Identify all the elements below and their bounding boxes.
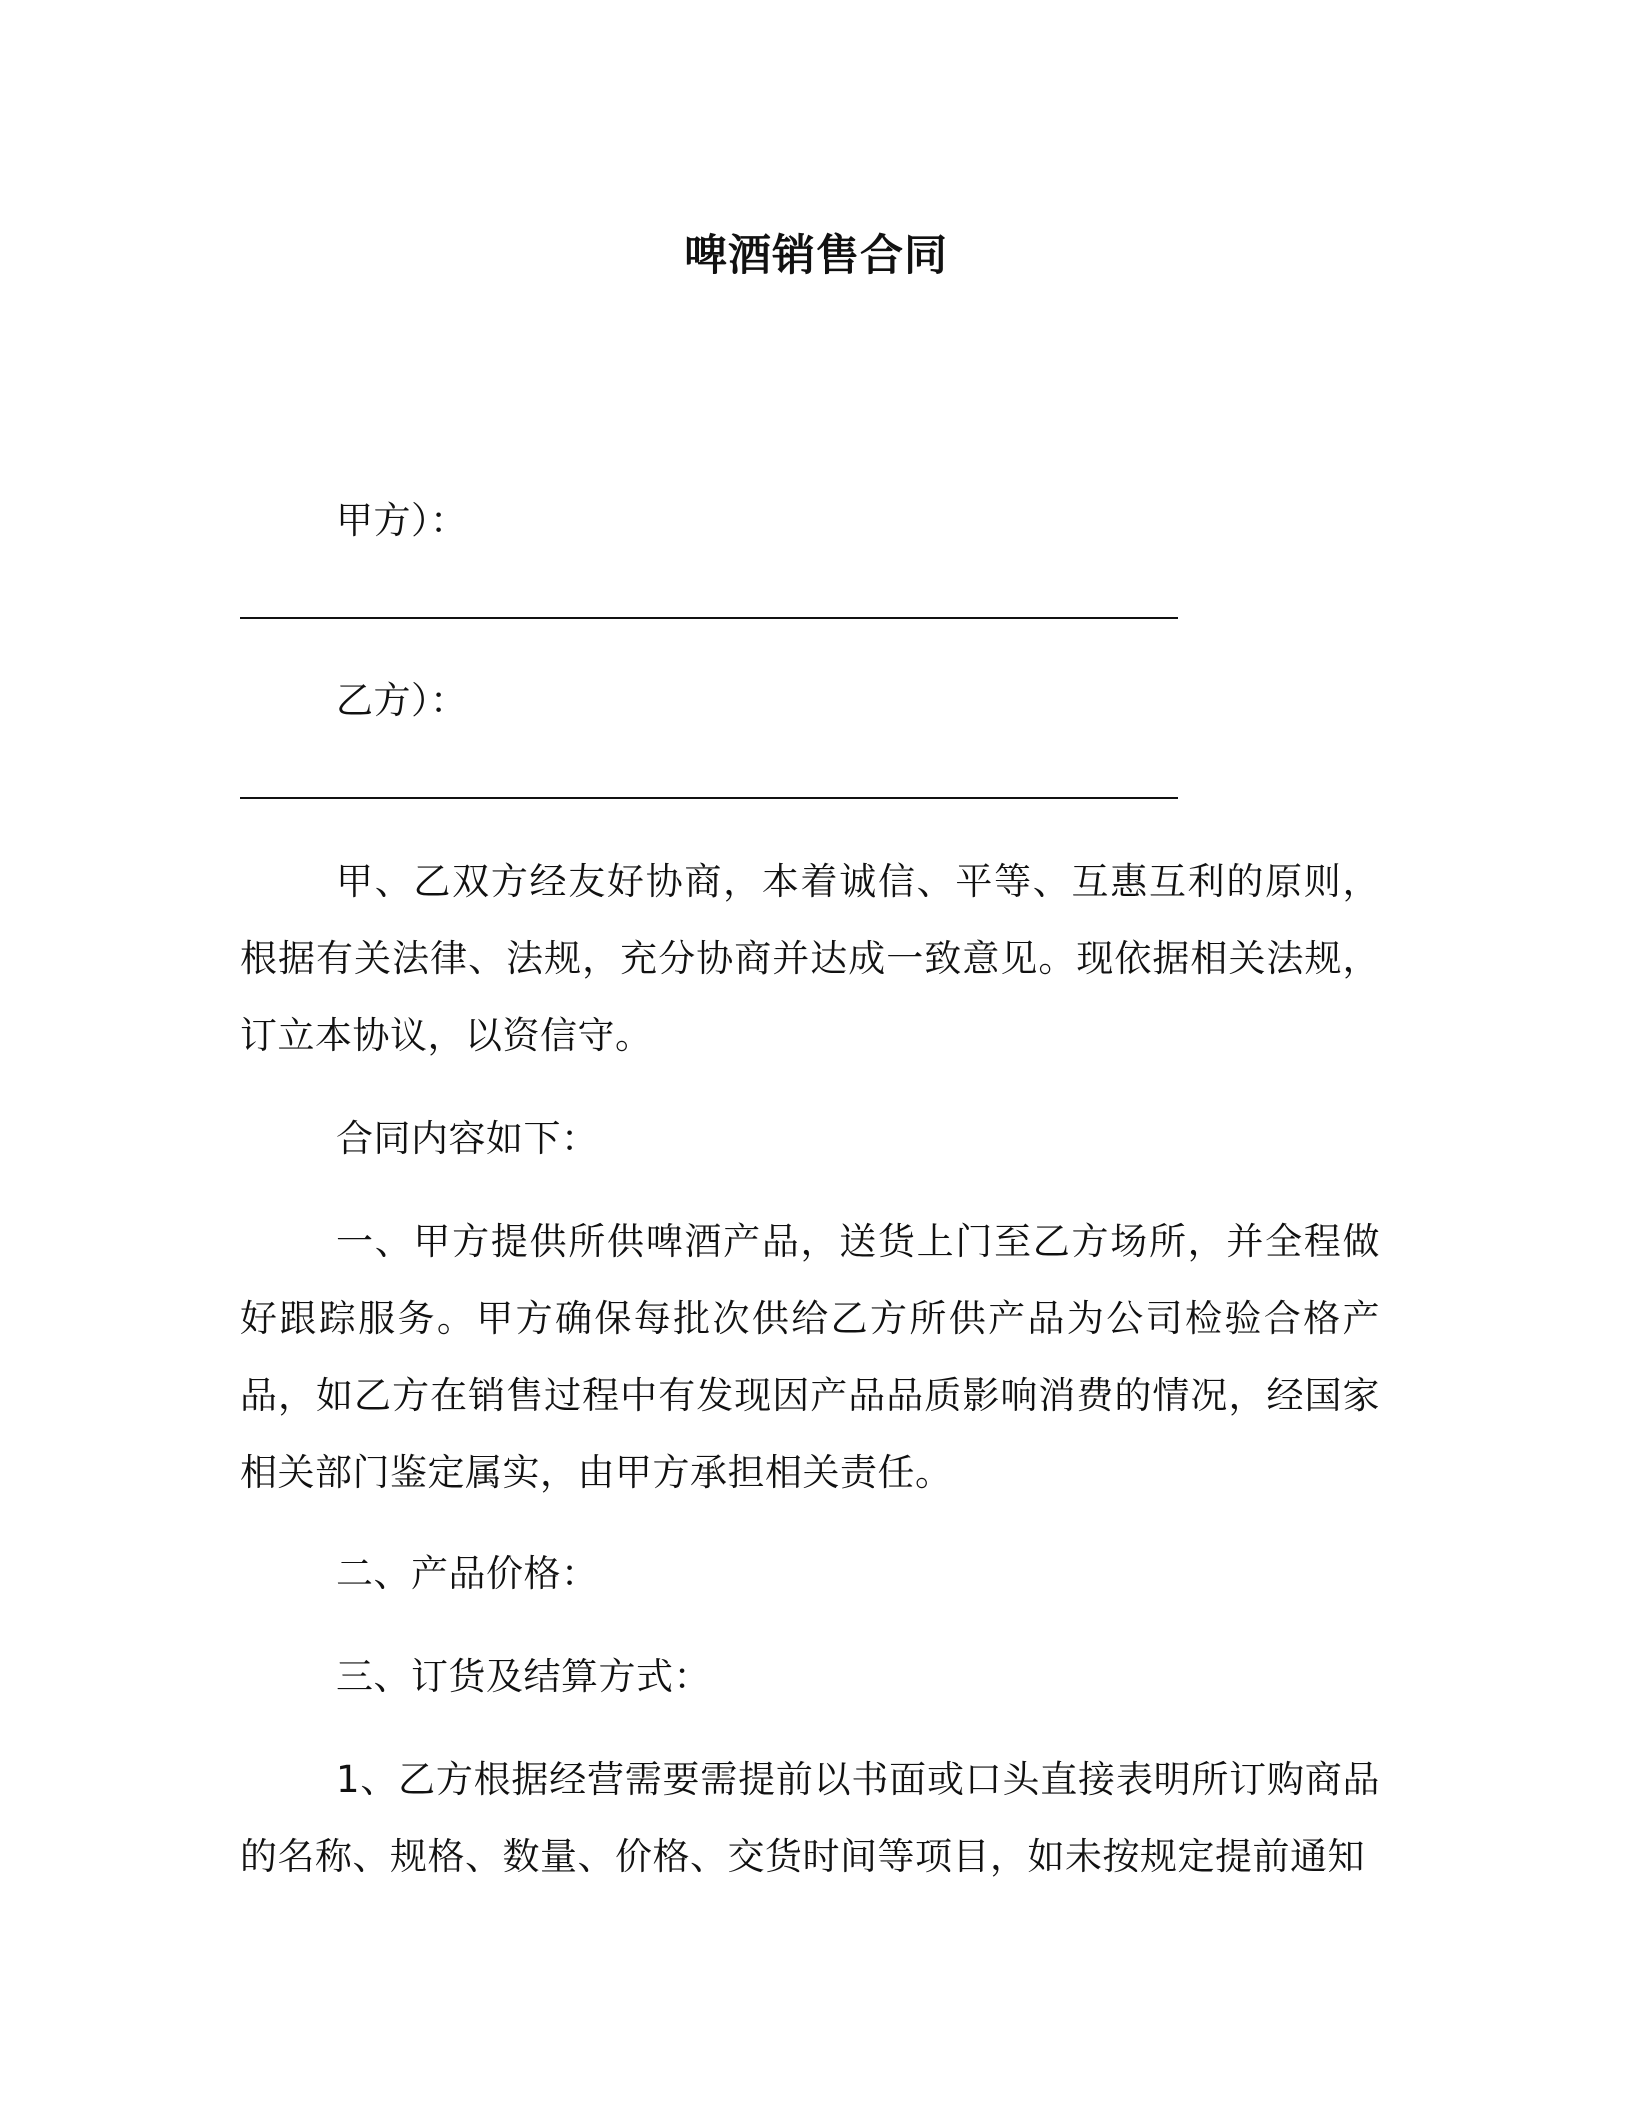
clause-3-heading: 三、订货及结算方式： (336, 1655, 711, 1698)
party-a-blank-line (240, 617, 1178, 619)
document-title: 啤酒销售合同 (684, 231, 948, 281)
party-b-blank-line (240, 797, 1178, 799)
clause-3-item-1: 1、乙方根据经营需要需提前以书面或口头直接表明所订购商品的名称、规格、数量、价格、交货时间等项目，如未按规定提前通知 (240, 1758, 1380, 1878)
contents-heading: 合同内容如下： (336, 1117, 599, 1160)
clause-2-heading: 二、产品价格： (336, 1552, 599, 1595)
party-b-label: 乙方）： (336, 679, 468, 722)
intro-paragraph: 甲、乙双方经友好协商，本着诚信、平等、互惠互利的原则，根据有关法律、法规，充分协商并达成一致意见。现依据相关法规，订立本协议，以资信守。 (240, 860, 1380, 1057)
party-a-label: 甲方）： (336, 499, 468, 542)
clause-1-paragraph: 一、甲方提供所供啤酒产品，送货上门至乙方场所，并全程做好跟踪服务。甲方确保每批次供给乙方所供产品为公司检验合格产品，如乙方在销售过程中有发现因产品品质影响消费的情况，经国家相关部门鉴定属实，由甲方承担相关责任。 (240, 1220, 1380, 1494)
